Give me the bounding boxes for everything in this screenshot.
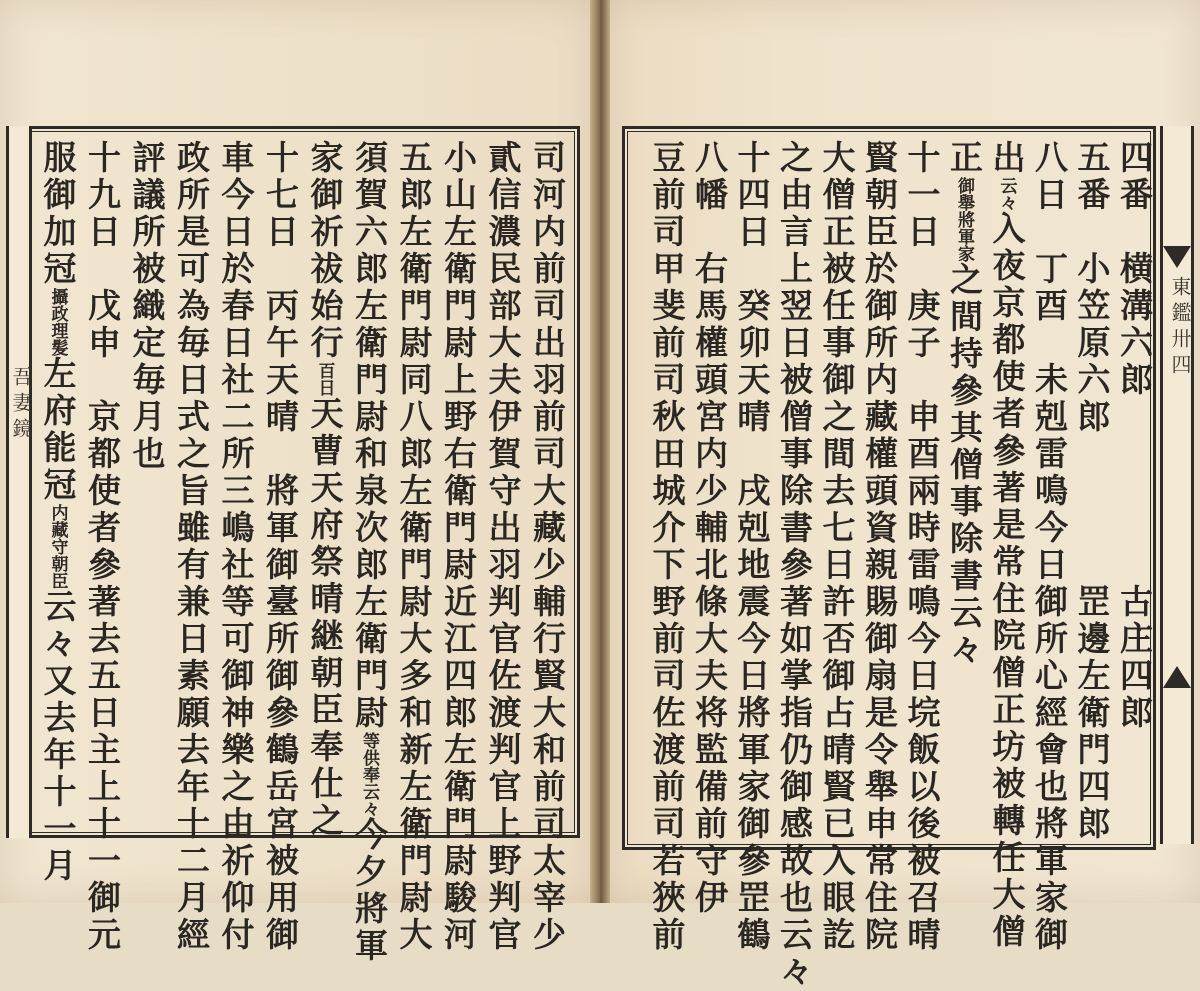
- column-text: 五番 小笠原六郎 罡邊左衛門四郎: [1072, 140, 1112, 843]
- interlinear-note: 内藏守朝臣: [47, 504, 68, 589]
- column-text: 正: [945, 140, 984, 177]
- text-column: [128, 140, 166, 473]
- column-text: 八日 丁酉 未剋雷鳴今日御所心經會也將軍家御: [1030, 140, 1069, 954]
- column-text: 云々又去年十一月: [38, 589, 78, 885]
- column-text: 五郎左衛門尉同八郎左衛門尉大多和新左衛門尉大: [394, 140, 434, 954]
- text-column: [775, 140, 813, 991]
- column-text: 評議所被織定毎月也: [127, 140, 167, 473]
- text-column: [39, 140, 77, 885]
- text-column: [439, 140, 477, 954]
- text-column: [988, 140, 1026, 951]
- interlinear-note: 攝政理髪: [47, 288, 68, 356]
- text-column: [945, 140, 983, 669]
- text-column: [1030, 140, 1068, 954]
- text-column: [83, 140, 121, 954]
- column-text: 十四日 癸卯天晴 戌剋地震今日將軍家御參罡鶴: [732, 140, 772, 954]
- column-text: 出: [987, 140, 1027, 177]
- text-column: [172, 140, 210, 954]
- interlinear-note: 御舉將軍家: [954, 177, 974, 262]
- text-column: [1115, 140, 1153, 732]
- text-column: [395, 140, 433, 954]
- interlinear-note: 百日: [314, 362, 335, 396]
- column-text: 十七日 丙午天晴 將軍御臺所御參鶴岳宮被用御: [261, 140, 300, 954]
- column-text: 政所是可為毎日式之旨雖有兼日素願去年十二月經: [172, 140, 211, 954]
- text-column: [903, 140, 941, 954]
- text-column: [350, 140, 388, 965]
- text-column: [261, 140, 299, 954]
- fishtail-mark-top: [1163, 246, 1191, 268]
- column-text: 左府能冠: [38, 356, 78, 504]
- text-column: [306, 140, 344, 840]
- column-text: 車今日於春日社二所三嶋社等可御神樂之由祈仰付: [216, 140, 256, 954]
- left-gutter-strip: [6, 126, 32, 838]
- column-text: 今夕將軍: [350, 817, 389, 965]
- column-text: 服御加冠: [38, 140, 78, 288]
- column-text: 賢朝臣於御所内藏權頭資親賜御扇是令舉申常住院: [860, 140, 899, 954]
- column-text: 須賀六郎左衛門尉和泉次郎左衛門尉: [350, 140, 389, 732]
- right-gutter-title: 東鑑卅四: [1168, 276, 1192, 380]
- text-column: [690, 140, 728, 917]
- column-text: 入夜京都使者參著是常住院僧正坊被轉任大僧: [987, 211, 1027, 951]
- right-gutter-strip: [1160, 126, 1194, 844]
- column-text: 小山左衛門尉上野右衛門尉近江四郎左衛門尉駿河: [439, 140, 478, 954]
- text-column: [528, 140, 566, 954]
- interlinear-note: 云々: [996, 177, 1017, 211]
- text-column: [818, 140, 856, 954]
- column-text: 之間持參其僧事除書云々: [945, 262, 984, 669]
- column-text: 司河内前司出羽前司大藏少輔行賢大和前司太宰少: [528, 140, 567, 954]
- text-column: [1073, 140, 1111, 843]
- fishtail-mark-bottom: [1163, 666, 1191, 688]
- column-text: 家御祈祓始行: [305, 140, 345, 362]
- text-column: [217, 140, 255, 954]
- column-text: 貳信濃民部大夫伊賀守出羽判官佐渡判官上野判官: [483, 140, 523, 954]
- column-text: 四番 横溝六郎 古庄四郎: [1115, 140, 1154, 732]
- column-text: 豆前司甲斐前司秋田城介下野前司佐渡前司若狹前: [647, 140, 687, 954]
- left-gutter-title: 吾妻鏡: [9, 366, 33, 444]
- book-spine: [590, 0, 610, 903]
- text-column: [860, 140, 898, 954]
- text-column: [648, 140, 686, 954]
- text-column: [733, 140, 771, 954]
- column-text: 大僧正被任事御之間去七日許否御占晴賢已入眼訖: [817, 140, 857, 954]
- text-column: [484, 140, 522, 954]
- interlinear-note: 等供奉云々: [359, 732, 379, 817]
- column-text: 八幡 右馬權頭宮内少輔北條大夫将監備前守伊: [690, 140, 729, 917]
- column-text: 之由言上翌日被僧事除書參著如掌指仍御感故也云々: [775, 140, 814, 991]
- column-text: 十一日 庚子 申酉兩時雷鳴今日垸飯以後被召晴: [902, 140, 942, 954]
- column-text: 十九日 戊申 京都使者參著去五日主上十一御元: [83, 140, 122, 954]
- column-text: 天曹天府祭晴継朝臣奉仕之: [305, 396, 345, 840]
